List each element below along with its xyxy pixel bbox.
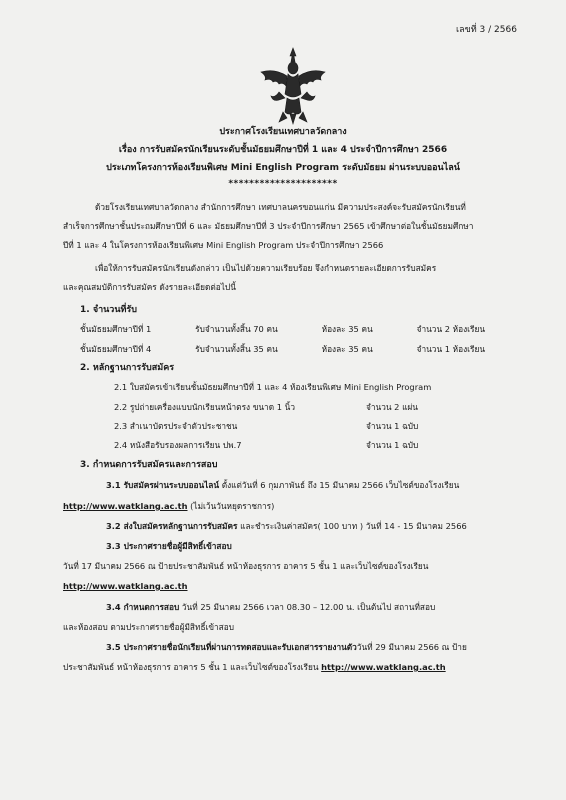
quota-total: รับจำนวนทั้งสิ้น 70 คน bbox=[195, 324, 278, 334]
quota-per-room: ห้องละ 35 คน bbox=[321, 344, 373, 354]
intro-line-1: ด้วยโรงเรียนเทศบาลวัดกลาง สำนักการศึกษา เทศบาลนครขอนแก่น มีความประสงค์จะรับสมัครนักเรียนที่ bbox=[95, 202, 466, 212]
school-website-link[interactable]: http://www.watklang.ac.th bbox=[63, 501, 188, 511]
intro-line-3: ปีที่ 1 และ 4 ในโครงการห้องเรียนพิเศษ Mini English Program ประจำปีการศึกษา 2566 bbox=[63, 240, 384, 250]
schedule-3-4-label: 3.4 กำหนดการสอบ bbox=[106, 602, 180, 612]
quota-row-m1 bbox=[80, 324, 485, 335]
evidence-qty-2: จำนวน 2 แผ่น bbox=[366, 402, 418, 412]
schedule-3-2 bbox=[106, 521, 467, 532]
schedule-3-2-text: และชำระเงินค่าสมัคร( 100 บาท ) วันที่ 14 - 15 มีนาคม 2566 bbox=[237, 521, 467, 531]
schedule-3-2-label: 3.2 ส่งใบสมัครหลักฐานการรับสมัคร bbox=[106, 521, 238, 531]
schedule-3-5-text2: ประชาสัมพันธ์ หน้าห้องธุรการ อาคาร 5 ชั้น 1 และเว็บไซต์ของโรงเรียน bbox=[63, 662, 322, 672]
announcement-subject: เรื่อง การรับสมัครนักเรียนระดับชั้นมัธยมศึกษาปีที่ 1 และ 4 ประจำปีการศึกษา 2566 bbox=[118, 145, 448, 155]
schedule-3-1-label: 3.1 รับสมัครผ่านระบบออนไลน์ bbox=[106, 480, 220, 490]
document-number: เลขที่ 3 / 2566 bbox=[456, 25, 517, 35]
intro-line-4: เพื่อให้การรับสมัครนักเรียนดังกล่าว เป็นไปด้วยความเรียบร้อย จึงกำหนดรายละเอียดการรับสมัคร bbox=[95, 263, 437, 273]
schedule-3-1-note: (ไม่เว้นวันหยุดราชการ) bbox=[187, 501, 275, 511]
schedule-3-4 bbox=[106, 602, 435, 613]
section2-heading: 2. หลักฐานการรับสมัคร bbox=[80, 363, 175, 373]
schedule-3-4-text: วันที่ 25 มีนาคม 2566 เวลา 08.30 – 12.00 น. เป็นต้นไป สถานที่สอบ bbox=[179, 602, 436, 612]
school-website-link[interactable]: http://www.watklang.ac.th bbox=[321, 662, 446, 672]
schedule-3-1-text: ตั้งแต่วันที่ 6 กุมภาพันธ์ ถึง 15 มีนาคม 2566 เว็บไซต์ของโรงเรียน bbox=[219, 480, 460, 490]
garuda-emblem bbox=[257, 46, 329, 126]
schedule-3-5-cont bbox=[63, 662, 446, 673]
schedule-3-1-cont bbox=[63, 501, 274, 512]
school-website-link[interactable]: http://www.watklang.ac.th bbox=[63, 581, 188, 591]
evidence-item-4: 2.4 หนังสือรับรองผลการเรียน ปพ.7 bbox=[114, 440, 242, 450]
schedule-3-4-cont: และห้องสอบ ตามประกาศรายชื่อผู้มีสิทธิ์เข้าสอบ bbox=[63, 622, 234, 632]
quota-total: รับจำนวนทั้งสิ้น 35 คน bbox=[195, 344, 278, 354]
quota-level: ชั้นมัธยมศึกษาปีที่ 4 bbox=[80, 344, 152, 354]
quota-per-room: ห้องละ 35 คน bbox=[321, 324, 373, 334]
section1-heading: 1. จำนวนที่รับ bbox=[80, 305, 137, 315]
quota-level: ชั้นมัธยมศึกษาปีที่ 1 bbox=[80, 324, 152, 334]
evidence-item-3: 2.3 สำเนาบัตรประจำตัวประชาชน bbox=[114, 421, 238, 431]
announcement-title: ประกาศโรงเรียนเทศบาลวัดกลาง bbox=[219, 127, 347, 137]
evidence-item-1: 2.1 ใบสมัครเข้าเรียนชั้นมัธยมศึกษาปีที่ 1 และ 4 ห้องเรียนพิเศษ Mini English Program bbox=[114, 382, 432, 392]
announcement-type: ประเภทโครงการห้องเรียนพิเศษ Mini English Program ระดับมัธยม ผ่านระบบออนไลน์ bbox=[106, 163, 460, 173]
schedule-3-5 bbox=[106, 642, 467, 653]
evidence-qty-3: จำนวน 1 ฉบับ bbox=[366, 421, 419, 431]
schedule-3-3-label: 3.3 ประกาศรายชื่อผู้มีสิทธิ์เข้าสอบ bbox=[106, 541, 232, 551]
quota-rooms: จำนวน 2 ห้องเรียน bbox=[416, 324, 485, 334]
title-divider: ********************* bbox=[228, 179, 338, 189]
intro-line-5: และคุณสมบัติการรับสมัคร ดังรายละเอียดต่อไปนี้ bbox=[63, 282, 236, 292]
schedule-3-5-text: วันที่ 29 มีนาคม 2566 ณ ป้าย bbox=[356, 642, 467, 652]
quota-rooms: จำนวน 1 ห้องเรียน bbox=[416, 344, 485, 354]
schedule-3-3-text: วันที่ 17 มีนาคม 2566 ณ ป้ายประชาสัมพันธ์ หน้าห้องธุรการ อาคาร 5 ชั้น 1 และเว็บไซต์ของโรงเรียน bbox=[63, 561, 429, 571]
section3-heading: 3. กำหนดการรับสมัครและการสอบ bbox=[80, 460, 218, 470]
schedule-3-5-label: 3.5 ประกาศรายชื่อนักเรียนที่ผ่านการทดสอบและรับเอกสารรายงานตัว bbox=[106, 642, 357, 652]
intro-line-2: สำเร็จการศึกษาชั้นประถมศึกษาปีที่ 6 และ มัธยมศึกษาปีที่ 3 ประจำปีการศึกษา 2565 เข้าศึกษาต่อในชั้นมัธยมศึกษา bbox=[63, 221, 474, 231]
schedule-3-1 bbox=[106, 480, 459, 491]
evidence-qty-4: จำนวน 1 ฉบับ bbox=[366, 440, 419, 450]
evidence-item-2: 2.2 รูปถ่ายเครื่องแบบนักเรียนหน้าตรง ขนาด 1 นิ้ว bbox=[114, 402, 295, 412]
quota-row-m4 bbox=[80, 344, 485, 355]
